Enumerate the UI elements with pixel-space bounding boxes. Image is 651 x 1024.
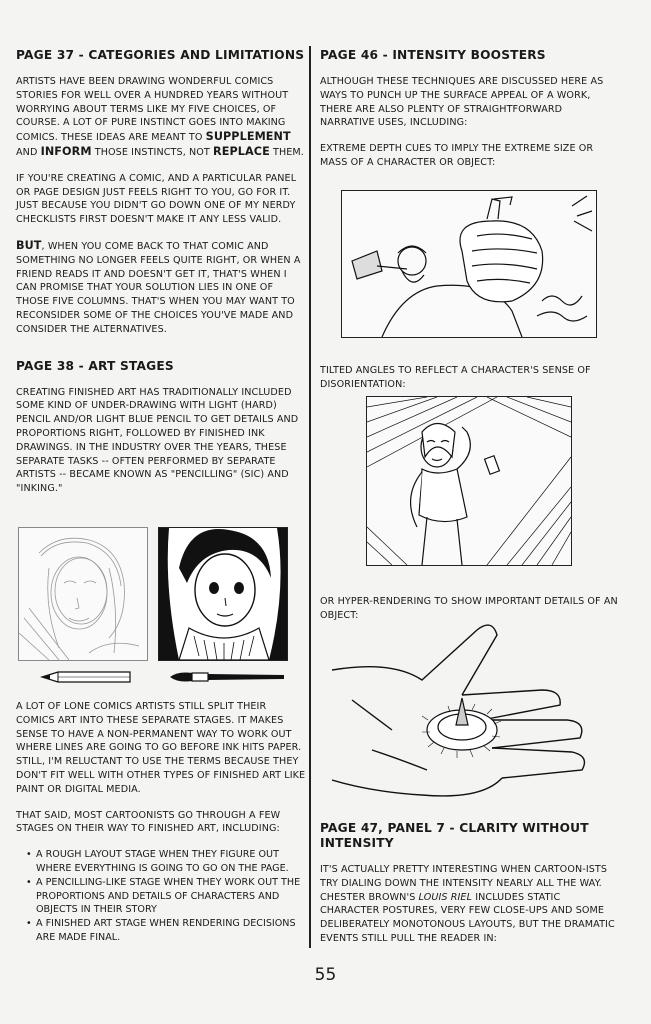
paragraph-that-said: THAT SAID, MOST CARTOONISTS GO THROUGH A FEW STAGES ON THEIR WAY TO FINISHED ART, INCLUDING:	[16, 809, 281, 835]
list-item: • A PENCILLING-LIKE STAGE WHEN THEY WORK OUT THE PROPORTIONS AND DETAILS OF CHARACTERS AND OBJECTS IN THEIR STORY	[26, 876, 306, 917]
pencil-sketch-panel	[18, 527, 148, 661]
tilted-angle-panel	[366, 396, 572, 566]
heading-categories-limitations: PAGE 37 - CATEGORIES AND LIMITATIONS	[16, 48, 305, 62]
inked-panel	[158, 527, 288, 661]
heading-art-stages: PAGE 38 - ART STAGES	[16, 358, 174, 373]
left-column-lower	[16, 700, 306, 945]
paragraph-hyper-rendering: OR HYPER-RENDERING TO SHOW IMPORTANT DETAILS OF AN OBJECT:	[320, 596, 618, 621]
paragraph-supplement: ARTISTS HAVE BEEN DRAWING WONDERFUL COMICS STORIES FOR WELL OVER A HUNDRED YEARS WITHOUT WORRYING ABOUT TERMS LIKE MY FIVE CHOICES, OF COURSE. A LOT OF PURE INSTINCT GOES INTO MAKING COMICS. THESE IDEAS ARE MEANT TO SUPPLEMENT AND INFORM THOSE INSTINCTS, NOT REPLACE THEM.	[16, 76, 304, 158]
hand-with-object-drawing	[332, 620, 612, 810]
right-column	[320, 48, 620, 182]
paragraph-extreme-depth: EXTREME DEPTH CUES TO IMPLY THE EXTREME SIZE OR MASS OF A CHARACTER OR OBJECT:	[320, 143, 594, 168]
paragraph-although: ALTHOUGH THESE TECHNIQUES ARE DISCUSSED HERE AS WAYS TO PUNCH UP THE SURFACE APPEAL OF A WORK, THERE ARE ALSO PLENTY OF STRAIGHTFORWARD NARRATIVE USES, INCLUDING:	[320, 76, 604, 129]
art-stages-list	[16, 848, 306, 945]
paragraph-but: BUT, WHEN YOU COME BACK TO THAT COMIC AND SOMETHING NO LONGER FEELS QUITE RIGHT, OR WHEN A FRIEND READS IT AND DOESN'T GET IT, THAT'S WHEN I CAN PROMISE THAT YOUR SOLUTION LIES IN ONE OF THOSE FIVE COLUMNS. THAT'S WHEN YOU MAY WANT TO RECONSIDER SOME OF THE CHOICES YOU'VE MADE AND CONSIDER THE ALTERNATIVES.	[16, 238, 301, 335]
giant-fist-drawing	[342, 191, 596, 337]
pencil-icon	[40, 668, 136, 686]
heading-clarity-without-intensity: PAGE 47, PANEL 7 - CLARITY WITHOUT INTENSITY	[320, 821, 589, 850]
left-column	[16, 48, 306, 508]
column-divider	[309, 46, 311, 948]
disoriented-woman-drawing	[367, 397, 571, 565]
pencil-sketch-drawing	[19, 528, 147, 660]
paragraph-lone-artists: A LOT OF LONE COMICS ARTISTS STILL SPLIT THEIR COMICS ART INTO THESE SEPARATE STAGES. IT MAKES SENSE TO HAVE A NON-PERMANENT WAY TO WORK OUT WHERE LINES ARE GOING TO GO BEFORE INK HITS PAPER. STILL, I'M RELUCTANT TO USE THE TERMS BECAUSE THEY DON'T FIT WELL WITH OTHER TYPES OF FINISHED ART LIKE PAINT OR DIGITAL MEDIA.	[16, 701, 306, 795]
paragraph-louis-riel: IT'S ACTUALLY PRETTY INTERESTING WHEN CARTOON-ISTS TRY DIALING DOWN THE INTENSITY NEARLY ALL THE WAY. CHESTER BROWN'S LOUIS RIEL INCLUDES STATIC CHARACTER POSTURES, VERY FEW CLOSE-UPS AND SOME DELIBERATELY MONOTONOUS LAYOUTS, BUT THE DRAMATIC EVENTS STILL PULL THE READER IN:	[320, 864, 615, 944]
right-column-lower	[320, 821, 620, 958]
paragraph-go-for-it: IF YOU'RE CREATING A COMIC, AND A PARTICULAR PANEL OR PAGE DESIGN JUST FEELS RIGHT TO YOU, GO FOR IT. JUST BECAUSE YOU DIDN'T GO DOWN ONE OF MY NERDY CHECKLISTS FIRST DOESN'T MAKE IT ANY LESS VALID.	[16, 172, 297, 226]
list-item: • A ROUGH LAYOUT STAGE WHEN THEY FIGURE OUT WHERE EVERYTHING IS GOING TO GO ON THE PAGE.	[26, 848, 306, 876]
paragraph-creating-finished-art: CREATING FINISHED ART HAS TRADITIONALLY INCLUDED SOME KIND OF UNDER-DRAWING WITH LIGHT (HARD) PENCIL AND/OR LIGHT BLUE PENCIL TO GET DETAILS AND PROPORTIONS RIGHT, FOLLOWED BY FINISHED INK DRAWINGS. IN THE INDUSTRY OVER THE YEARS, THESE SEPARATE TASKS -- OFTEN PERFORMED BY SEPARATE ARTISTS -- BECAME KNOWN AS "PENCILLING" (SIC) AND "INKING."	[16, 386, 299, 495]
inked-drawing	[159, 528, 287, 660]
page-number: 55	[314, 965, 337, 985]
list-item: • A FINISHED ART STAGE WHEN RENDERING DECISIONS ARE MADE FINAL.	[26, 917, 306, 945]
paragraph-tilted-angles: TILTED ANGLES TO REFLECT A CHARACTER'S SENSE OF DISORIENTATION:	[320, 365, 591, 390]
brush-icon	[168, 668, 286, 686]
extreme-depth-panel	[341, 190, 597, 338]
heading-intensity-boosters: PAGE 46 - INTENSITY BOOSTERS	[320, 48, 546, 62]
